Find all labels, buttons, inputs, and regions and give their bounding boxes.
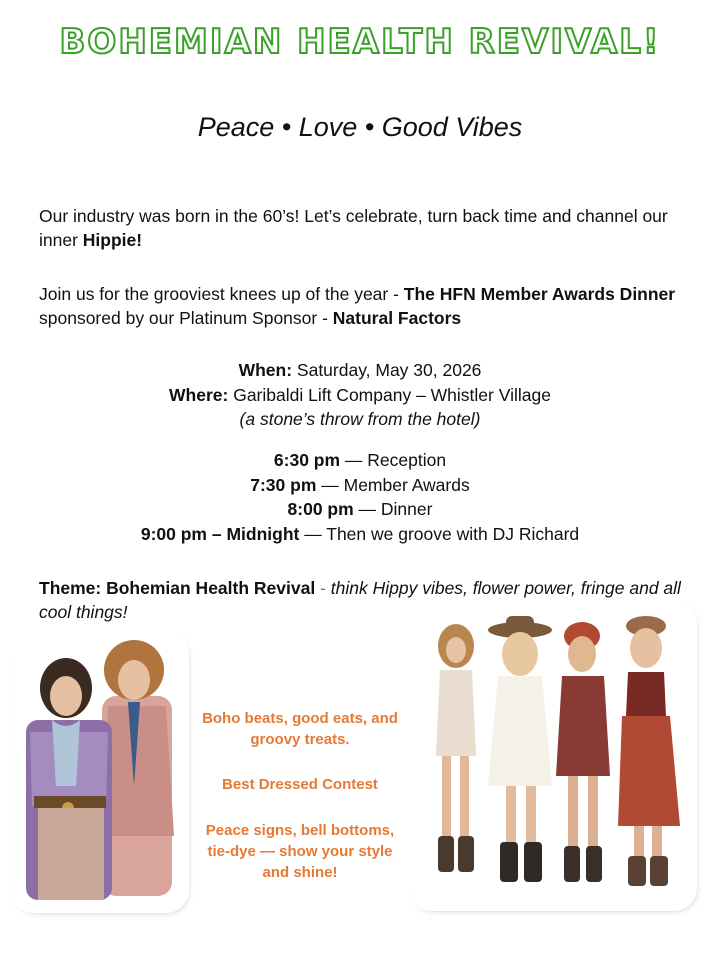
when-label: When: [238, 360, 293, 380]
women-photo [414, 606, 692, 906]
event-details [0, 358, 720, 432]
theme-dash: - [315, 578, 331, 598]
where-line [0, 383, 720, 408]
where-label: Where: [169, 384, 229, 405]
schedule-item: 6:30 pm — Reception [273, 450, 447, 470]
schedule-item: 8:00 pm — Dinner [287, 499, 433, 519]
schedule [0, 448, 720, 546]
event-title: BOHEMIAN HEALTH REVIVAL! [59, 22, 661, 62]
schedule-item: 7:30 pm — Member Awards [250, 474, 470, 495]
women-illustration [414, 606, 692, 906]
intro-bold: Hippie! [82, 230, 143, 250]
join-paragraph [39, 282, 689, 330]
location-note: (a stone’s throw from the hotel) [239, 409, 481, 429]
schedule-item: 9:00 pm – Midnight — Then we groove with DJ Richard [140, 523, 580, 544]
event-name: The HFN Member Awards Dinner [403, 284, 676, 304]
join-text-1: Join us for the grooviest knees up of the year - [39, 284, 404, 304]
where-value: Garibaldi Lift Company – Whistler Village [228, 384, 551, 405]
join-text-2: sponsored by our Platinum Sponsor - [39, 308, 333, 328]
when-value: Saturday, May 30, 2026 [292, 360, 482, 380]
promo-line-1: Boho beats, good eats, and groovy treats. [202, 710, 398, 748]
men-photo [16, 636, 184, 908]
when-line [0, 358, 720, 383]
intro-paragraph [39, 204, 689, 252]
theme-label: Theme: Bohemian Health Revival [39, 578, 316, 598]
tagline: Peace • Love • Good Vibes [197, 112, 523, 142]
sponsor-name: Natural Factors [332, 308, 462, 328]
promo-line-2: Best Dressed Contest [222, 776, 378, 793]
promo-line-3: Peace signs, bell bottoms, tie-dye — show your style and shine! [205, 822, 395, 881]
men-illustration [16, 636, 184, 908]
theme-text: think Hippy vibes, flower power, fringe and all cool things! [39, 578, 681, 622]
intro-text: Our industry was born in the 60’s! Let’s celebrate, turn back time and channel our inner [39, 206, 668, 250]
